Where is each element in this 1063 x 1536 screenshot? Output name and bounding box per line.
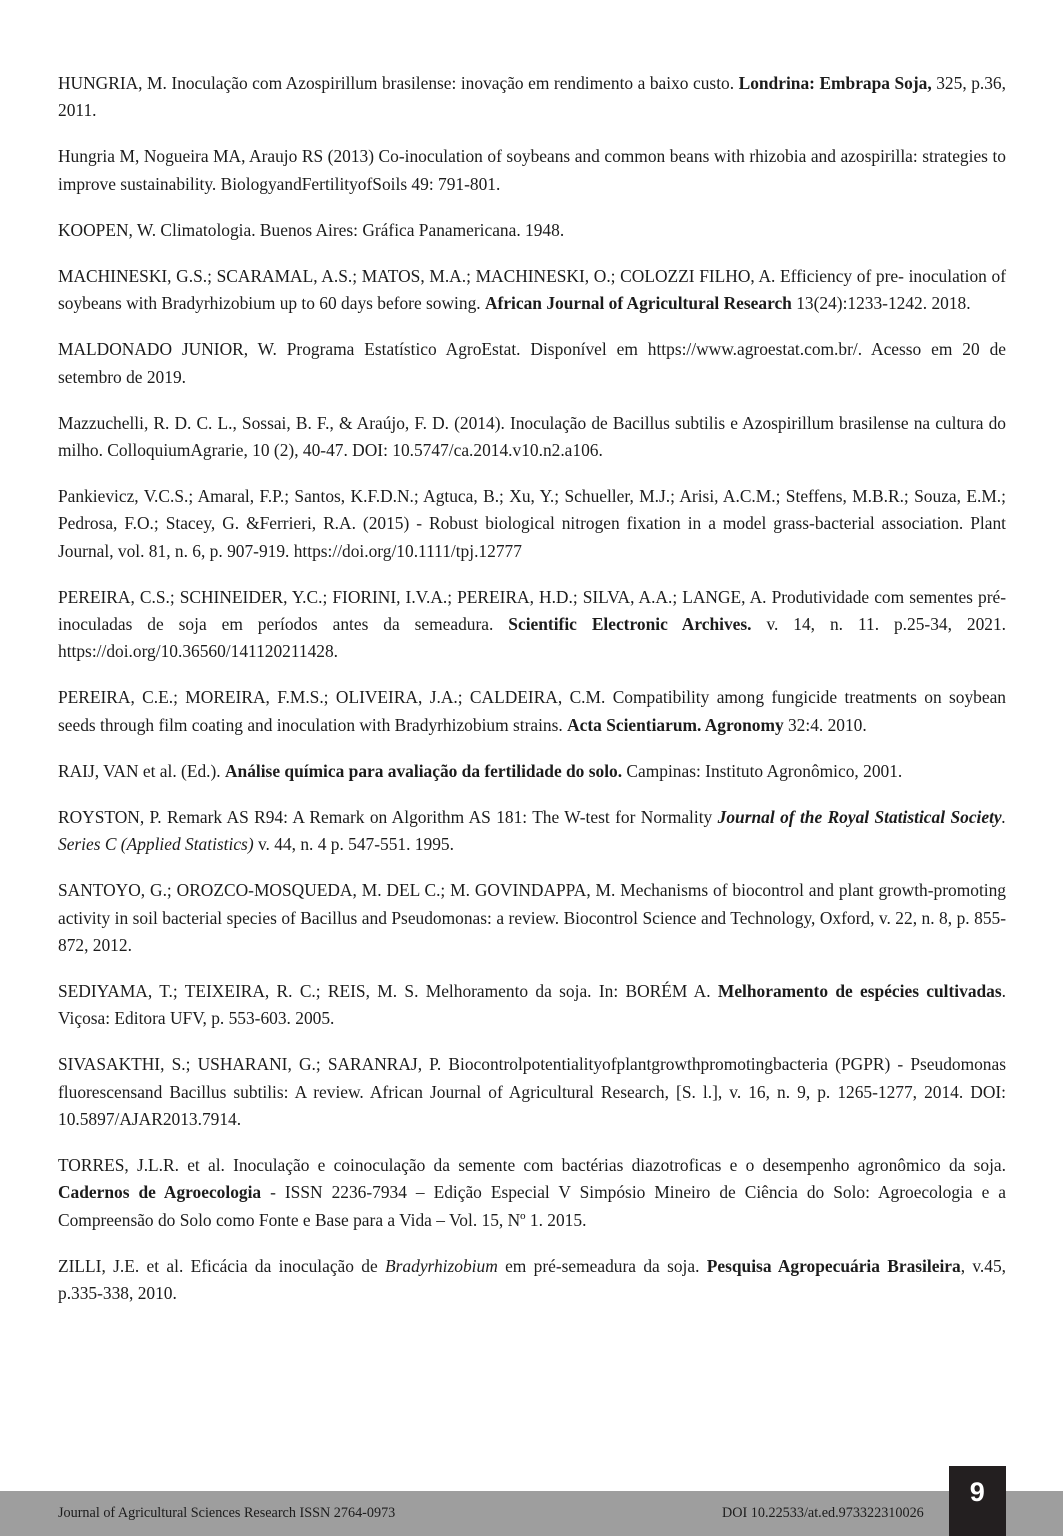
reference-text-run: PEREIRA, C.S.; SCHINEIDER, Y.C.; FIORINI, I.V.A.; PEREIRA, H.D.; SILVA, A.A.; LANGE, A. Produtividade com sementes pré-inoculadas de soja em períodos antes da semeadura. [58,586,1006,635]
reference-entry [58,1253,1006,1307]
footer-doi: DOI 10.22533/at.ed.973322310026 [722,1505,924,1521]
reference-list [58,70,1006,1307]
reference-text-run: KOOPEN, W. Climatologia. Buenos Aires: Gráfica Panamericana. 1948. [58,219,565,240]
reference-entry [58,584,1006,666]
reference-text-run: Análise química para avaliação da fertilidade do solo. [224,760,623,781]
reference-entry [58,877,1006,959]
reference-entry [58,684,1006,738]
reference-text-run: 32:4. 2010. [783,714,867,735]
footer-journal-title: Journal of Agricultural Sciences Research ISSN 2764-0973 [58,1505,396,1521]
reference-text-run: v. 44, n. 4 p. 547-551. 1995. [253,834,454,855]
reference-text-run: Hungria M, Nogueira MA, Araujo RS (2013) Co-inoculation of soybeans and common beans with rhizobia and azospirilla: strategies to improve sustainability. BiologyandFertilityofSoils 49: 791-801. [58,146,1006,194]
reference-text-run: MALDONADO JUNIOR, W. Programa Estatístico AgroEstat. Disponível em https://www.agroestat.com.br/. Acesso em 20 de setembro de 2019. [58,339,1006,387]
reference-text-run: Melhoramento de espécies cultivadas [717,981,1002,1002]
reference-entry [58,263,1006,317]
reference-text-run: RAIJ, VAN et al. (Ed.). [58,760,225,781]
reference-text-run: Campinas: Instituto Agronômico, 2001. [622,760,903,781]
reference-text-run: Pankievicz, V.C.S.; Amaral, F.P.; Santos, K.F.D.N.; Agtuca, B.; Xu, Y.; Schueller, M.J.; Arisi, A.C.M.; Steffens, M.B.R.; Souza, E.M.; Pedrosa, F.O.; Stacey, G. &Ferrieri, R.A. (2015) - Robust biological nitrogen fixation in a model grass-bacterial association. Plant Journal, vol. 81, n. 6, p. 907-919. https://doi.org/10.1111/tpj.12777 [58,486,1006,561]
reference-text-run: ROYSTON, P. Remark AS R94: A Remark on Algorithm AS 181: The W-test for Normality [58,807,718,828]
reference-text-run: TORRES, J.L.R. et al. Inoculação e coinoculação da semente com bactérias diazotroficas e o desempenho agronômico da soja. [58,1155,1006,1176]
reference-entry [58,217,1006,244]
reference-entry [58,70,1006,124]
reference-text-run: SEDIYAMA, T.; TEIXEIRA, R. C.; REIS, M. S. Melhoramento da soja. In: BORÉM A. [58,981,718,1002]
reference-text-run: SIVASAKTHI, S.; USHARANI, G.; SARANRAJ, P. Biocontrolpotentialityofplantgrowthpromotingbacteria (PGPR) - Pseudomonas fluorescensand Bacillus subtilis: A review. African Journal of Agricultural Research, [S. l.], v. 16, n. 9, p. 1265-1277, 2014. DOI: 10.5897/AJAR2013.7914. [58,1054,1006,1129]
reference-text-run: MACHINESKI, G.S.; SCARAMAL, A.S.; MATOS, M.A.; MACHINESKI, O.; COLOZZI FILHO, A. Efficiency of pre- inoculation of soybeans with Bradyrhizobium up to 60 days before sowing. [58,266,1006,314]
reference-text-run: 13(24):1233-1242. 2018. [791,293,971,314]
reference-text-run: , v.45, p.335-338, 2010. [58,1255,1007,1303]
reference-entry [58,336,1006,390]
reference-text-run: Bradyrhizobium [385,1255,498,1276]
reference-entry [58,1152,1006,1234]
reference-text-run: . Viçosa: Editora UFV, p. 553-603. 2005. [58,981,1007,1029]
reference-text-run: Scientific Electronic Archives. [508,614,752,635]
reference-entry [58,143,1006,197]
reference-text-run: Journal of the Royal Statistical Society [717,807,1002,828]
reference-text-run: v. 14, n. 11. p.25-34, 2021. https://doi.org/10.36560/141120211428. [58,614,1007,662]
reference-entry [58,758,1006,785]
reference-text-run: Pesquisa Agropecuária Brasileira [706,1255,961,1276]
reference-text-run: 325, p.36, 2011. [58,73,1006,121]
reference-text-run: em pré-semeadura da soja. [497,1255,707,1276]
reference-entry [58,410,1006,464]
reference-text-run: PEREIRA, C.E.; MOREIRA, F.M.S.; OLIVEIRA, J.A.; CALDEIRA, C.M. Compatibility among fungicide treatments on soybean seeds through film coating and inoculation with Bradyrhizobium strains. [58,687,1006,735]
reference-entry [58,483,1006,565]
reference-text-run: Acta Scientiarum. Agronomy [567,714,784,735]
reference-text-run: SANTOYO, G.; OROZCO-MOSQUEDA, M. DEL C.; M. GOVINDAPPA, M. Mechanisms of biocontrol and plant growth-promoting activity in soil bacterial species of Bacillus and Pseudomonas: a review. Biocontrol Science and Technology, Oxford, v. 22, n. 8, p. 855-872, 2012. [58,880,1006,955]
reference-text-run: ZILLI, J.E. et al. Eficácia da inoculação de [58,1255,386,1276]
reference-text-run: Londrina: Embrapa Soja, [738,73,932,93]
reference-text-run: Mazzuchelli, R. D. C. L., Sossai, B. F., & Araújo, F. D. (2014). Inoculação de Bacillus subtilis e Azospirillum brasilense na cultura do milho. ColloquiumAgrarie, 10 (2), 40-47. DOI: 10.5747/ca.2014.v10.n2.a106. [58,412,1006,461]
reference-entry [58,978,1006,1032]
reference-entry [58,1051,1006,1133]
reference-entry [58,804,1006,858]
reference-text-run: HUNGRIA, M. Inoculação com Azospirillum brasilense: inovação em rendimento a baixo custo. [58,73,739,93]
reference-text-run: African Journal of Agricultural Research [484,293,792,314]
reference-text-run: Cadernos de Agroecologia [58,1182,262,1203]
reference-text-run: - ISSN 2236-7934 – Edição Especial V Simpósio Mineiro de Ciência do Solo: Agroecologia e a Compreensão do Solo como Fonte e Base para a Vida – Vol. 15, Nº 1. 2015. [58,1182,1006,1230]
page-number-badge: 9 [949,1466,1006,1536]
reference-text-run: . Series C (Applied Statistics) [58,807,1006,855]
